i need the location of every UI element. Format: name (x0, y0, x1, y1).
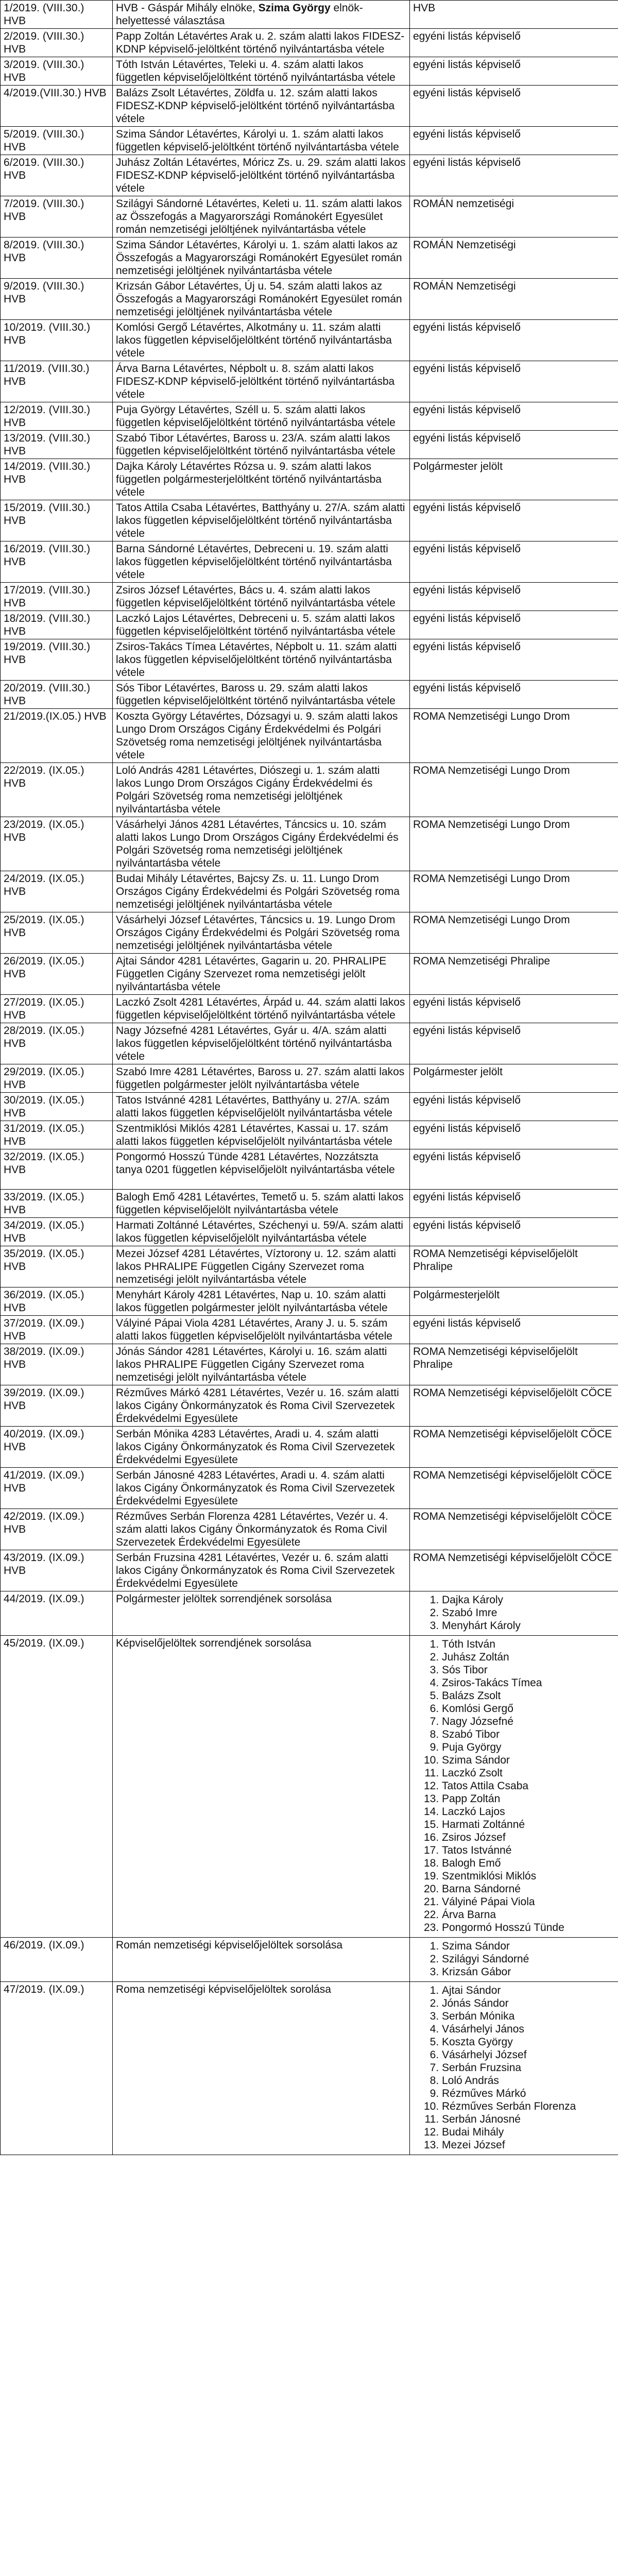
candidate-category: HVB (410, 1, 618, 29)
list-item: 1. Tóth István (442, 1638, 615, 1651)
table-row (1, 86, 618, 127)
table-row (1, 238, 618, 279)
decision-text: Rézműves Márkó 4281 Létavértes, Vezér u. 16. szám alatti lakos Cigány Önkormányzatok és Roma Civil Szervezetek Érdekvédelmi Egyesülete (113, 1385, 410, 1427)
table-row (1, 1427, 618, 1468)
decision-number: 43/2019. (IX.09.) HVB (1, 1550, 113, 1591)
table-row (1, 1938, 618, 1982)
draw-result-list (410, 1636, 618, 1938)
decision-number: 22/2019. (IX.05.) HVB (1, 763, 113, 817)
decision-text: Krizsán Gábor Létavértes, Új u. 54. szám alatti lakos az Összefogás a Magyarországi Románokért Egyesület román nemzetiségi jelöltjének nyilvántartásba vétele (113, 279, 410, 320)
table-row (1, 1121, 618, 1149)
decision-number: 17/2019. (VIII.30.) HVB (1, 583, 113, 611)
list-item: 4. Zsiros-Takács Tímea (442, 1676, 615, 1689)
list-item: 22. Árva Barna (442, 1908, 615, 1921)
candidate-category: Polgármesterjelölt (410, 1287, 618, 1316)
list-item: 18. Balogh Emő (442, 1857, 615, 1870)
candidate-category: ROMA Nemzetiségi Lungo Drom (410, 763, 618, 817)
list-item: 3. Sós Tibor (442, 1664, 615, 1676)
table-row (1, 431, 618, 459)
decision-text: Vályiné Pápai Viola 4281 Létavértes, Arany J. u. 5. szám alatti lakos független képviselőjelölt nyilvántartásba vétele (113, 1316, 410, 1344)
candidate-category: egyéni listás képviselő (410, 1121, 618, 1149)
table-row (1, 1218, 618, 1246)
list-item: 11. Serbán Jánosné (442, 2113, 615, 2126)
candidate-category: ROMA Nemzetiségi képviselőjelölt CÖCE (410, 1385, 618, 1427)
list-item: 1. Ajtai Sándor (442, 1984, 615, 1997)
list-item: 16. Zsiros József (442, 1831, 615, 1844)
list-item: 17. Tatos Istvánné (442, 1844, 615, 1857)
decision-number: 25/2019. (IX.05.) HVB (1, 912, 113, 954)
decision-number: 1/2019. (VIII.30.) HVB (1, 1, 113, 29)
list-item: 10. Szima Sándor (442, 1754, 615, 1767)
candidate-category: egyéni listás képviselő (410, 995, 618, 1023)
list-item: 20. Barna Sándorné (442, 1883, 615, 1895)
decision-number: 12/2019. (VIII.30.) HVB (1, 402, 113, 431)
decision-number: 3/2019. (VIII.30.) HVB (1, 57, 113, 86)
candidate-category: egyéni listás képviselő (410, 155, 618, 196)
list-item: 8. Loló András (442, 2074, 615, 2087)
list-item: 7. Serbán Fruzsina (442, 2061, 615, 2074)
decision-number: 10/2019. (VIII.30.) HVB (1, 320, 113, 361)
decision-number: 28/2019. (IX.05.) HVB (1, 1023, 113, 1064)
table-row (1, 995, 618, 1023)
decision-text: Szentmiklósi Miklós 4281 Létavértes, Kassai u. 17. szám alatti lakos független képviselőjelölt nyilvántartásba vétele (113, 1121, 410, 1149)
decision-number: 44/2019. (IX.09.) (1, 1591, 113, 1636)
list-item: 9. Puja György (442, 1741, 615, 1754)
decision-text: Serbán Fruzsina 4281 Létavértes, Vezér u. 6. szám alatti lakos Cigány Önkormányzatok és Roma Civil Szervezetek Érdekvédelmi Egyesülete (113, 1550, 410, 1591)
decision-text-part: HVB - Gáspár Mihály elnöke, (116, 2, 259, 14)
candidate-category: ROMA Nemzetiségi Phralipe (410, 954, 618, 995)
decision-text: Budai Mihály Létavértes, Bajcsy Zs. u. 11. Lungo Drom Országos Cigány Érdekvédelmi és Polgári Szövetség roma nemzetiségi jelöltjének nyilvántartásba vétele (113, 871, 410, 912)
decision-number: 47/2019. (IX.09.) (1, 1982, 113, 2155)
decision-number: 11/2019. (VIII.30.) HVB (1, 361, 113, 402)
decision-number: 30/2019. (IX.05.) HVB (1, 1093, 113, 1121)
decision-text: Balázs Zsolt Létavértes, Zöldfa u. 12. szám alatti lakos FIDESZ-KDNP képviselő-jelöltként történő nyilvántartásba vétele (113, 86, 410, 127)
decision-number: 31/2019. (IX.05.) HVB (1, 1121, 113, 1149)
decision-text: Tatos Istvánné 4281 Létavértes, Batthyány u. 27/A. szám alatti lakos független képviselőjelölt nyilvántartásba vétele (113, 1093, 410, 1121)
decision-text: Komlósi Gergő Létavértes, Alkotmány u. 11. szám alatti lakos független képviselőjelöltként történő nyilvántartásba vétele (113, 320, 410, 361)
decision-number: 38/2019. (IX.09.) HVB (1, 1344, 113, 1385)
table-row (1, 402, 618, 431)
draw-result-list (410, 1938, 618, 1982)
candidate-category: egyéni listás képviselő (410, 500, 618, 541)
decision-number: 23/2019. (IX.05.) HVB (1, 817, 113, 871)
decision-number: 40/2019. (IX.09.) HVB (1, 1427, 113, 1468)
candidate-category: egyéni listás képviselő (410, 1149, 618, 1190)
decision-text: Vásárhelyi János 4281 Létavértes, Táncsics u. 10. szám alatti lakos Lungo Drom Országos Cigány Érdekvédelmi és Polgári Szövetség roma nemzetiségi jelöltjének nyilvántartásba vétele (113, 817, 410, 871)
decision-number: 2/2019. (VIII.30.) HVB (1, 29, 113, 57)
list-item: 3. Serbán Mónika (442, 2010, 615, 2023)
decision-number: 6/2019. (VIII.30.) HVB (1, 155, 113, 196)
table-row (1, 1023, 618, 1064)
list-item: 2. Jónás Sándor (442, 1997, 615, 2010)
decision-text: Jónás Sándor 4281 Létavértes, Károlyi u. 16. szám alatti lakos PHRALIPE Független Cigány Szervezet roma nemzetiségi jelölt nyilvántartásba vétele (113, 1344, 410, 1385)
decision-text: Szima Sándor Létavértes, Károlyi u. 1. szám alatti lakos az Összefogás a Magyarországi Románokért Egyesület román nemzetiségi jelöltjének nyilvántartásba vétele (113, 238, 410, 279)
decision-text: Dajka Károly Létavértes Rózsa u. 9. szám alatti lakos független polgármesterjelöltként történő nyilvántartásba vétele (113, 459, 410, 500)
decision-number: 27/2019. (IX.05.) HVB (1, 995, 113, 1023)
list-item: 10. Rézműves Serbán Florenza (442, 2100, 615, 2113)
decision-text: Tatos Attila Csaba Létavértes, Batthyány u. 27/A. szám alatti lakos független képviselőjelöltként történő nyilvántartásba vétele (113, 500, 410, 541)
decision-text: Rézműves Serbán Florenza 4281 Létavértes, Vezér u. 4. szám alatti lakos Cigány Önkormányzatok és Roma Civil Szervezetek Érdekvédelmi Egyesülete (113, 1509, 410, 1550)
table-row (1, 1093, 618, 1121)
decision-number: 15/2019. (VIII.30.) HVB (1, 500, 113, 541)
table-row (1, 320, 618, 361)
candidate-category: egyéni listás képviselő (410, 1218, 618, 1246)
table-row (1, 1385, 618, 1427)
candidate-category: ROMA Nemzetiségi Lungo Drom (410, 912, 618, 954)
decision-number: 36/2019. (IX.05.) HVB (1, 1287, 113, 1316)
decision-number: 42/2019. (IX.09.) HVB (1, 1509, 113, 1550)
list-item: 12. Budai Mihály (442, 2126, 615, 2139)
table-row (1, 155, 618, 196)
list-item: 12. Tatos Attila Csaba (442, 1780, 615, 1792)
list-item: 2. Szabó Imre (442, 1606, 615, 1619)
list-item: 19. Szentmiklósi Miklós (442, 1870, 615, 1883)
table-row (1, 196, 618, 238)
table-row (1, 1344, 618, 1385)
list-item: 3. Menyhárt Károly (442, 1619, 615, 1632)
table-row (1, 127, 618, 155)
list-item: 1. Szima Sándor (442, 1940, 615, 1953)
list-item: 3. Krizsán Gábor (442, 1965, 615, 1978)
candidate-category: ROMA Nemzetiségi képviselőjelölt Phralipe (410, 1344, 618, 1385)
list-item: 1. Dajka Károly (442, 1594, 615, 1606)
decision-text: Puja György Létavértes, Széll u. 5. szám alatti lakos független képviselőjelöltként történő nyilvántartásba vétele (113, 402, 410, 431)
table-row (1, 361, 618, 402)
decision-text: Laczkó Zsolt 4281 Létavértes, Árpád u. 44. szám alatti lakos független képviselőjelöltként történő nyilvántartásba vétele (113, 995, 410, 1023)
decision-number: 19/2019. (VIII.30.) HVB (1, 639, 113, 681)
decision-text: Harmati Zoltánné Létavértes, Széchenyi u. 59/A. szám alatti lakos független képviselőjelölt nyilvántartásba vétele (113, 1218, 410, 1246)
decision-text: Loló András 4281 Létavértes, Diószegi u. 1. szám alatti lakos Lungo Drom Országos Cigány Érdekvédelmi és Polgári Szövetség roma nemzetiségi jelöltjének nyilvántartásba vétele (113, 763, 410, 817)
list-item: 15. Harmati Zoltánné (442, 1818, 615, 1831)
candidate-category: egyéni listás képviselő (410, 1023, 618, 1064)
candidate-category: ROMÁN nemzetiségi (410, 196, 618, 238)
decision-number: 16/2019. (VIII.30.) HVB (1, 541, 113, 583)
ordered-list (413, 1984, 615, 2151)
decision-text: Tóth István Létavértes, Teleki u. 4. szám alatti lakos független képviselőjelöltként történő nyilvántartásba vétele (113, 57, 410, 86)
table-row (1, 1287, 618, 1316)
table-row (1, 954, 618, 995)
candidate-category: ROMA Nemzetiségi képviselőjelölt Phralipe (410, 1246, 618, 1287)
decision-text: Papp Zoltán Létavértes Arak u. 2. szám alatti lakos FIDESZ-KDNP képviselő-jelöltként történő nyilvántartásba vétele (113, 29, 410, 57)
decision-text: Szabó Imre 4281 Létavértes, Baross u. 27. szám alatti lakos független polgármester jelölt nyilvántartásba vétele (113, 1064, 410, 1093)
decision-number: 29/2019. (IX.05.) HVB (1, 1064, 113, 1093)
decision-text-part: elnök-helyettessé választása (116, 2, 363, 27)
table-row (1, 583, 618, 611)
list-item: 13. Papp Zoltán (442, 1792, 615, 1805)
candidate-category: ROMÁN Nemzetiségi (410, 279, 618, 320)
table-row (1, 541, 618, 583)
table-row (1, 1316, 618, 1344)
list-item: 14. Laczkó Lajos (442, 1805, 615, 1818)
decision-text: Serbán Mónika 4283 Létavértes, Aradi u. 4. szám alatti lakos Cigány Önkormányzatok és Roma Civil Szervezetek Érdekvédelmi Egyesülete (113, 1427, 410, 1468)
candidate-category: Polgármester jelölt (410, 459, 618, 500)
decision-text: Balogh Emő 4281 Létavértes, Temető u. 5. szám alatti lakos független képviselőjelölt nyilvántartásba vétele (113, 1190, 410, 1218)
candidate-category: ROMA Nemzetiségi Lungo Drom (410, 709, 618, 763)
decision-number: 9/2019. (VIII.30.) HVB (1, 279, 113, 320)
list-item: 21. Vályiné Pápai Viola (442, 1895, 615, 1908)
list-item: 5. Balázs Zsolt (442, 1689, 615, 1702)
table-row (1, 1, 618, 29)
decision-number: 35/2019. (IX.05.) HVB (1, 1246, 113, 1287)
decision-text: Pongormó Hosszú Tünde 4281 Létavértes, Nozzátszta tanya 0201 független képviselőjelölt nyilvántartásba vétele (113, 1149, 410, 1190)
decision-text: Laczkó Lajos Létavértes, Debreceni u. 5. szám alatti lakos független képviselőjelöltként történő nyilvántartásba vétele (113, 611, 410, 639)
decision-text: Szabó Tibor Létavértes, Baross u. 23/A. szám alatti lakos független képviselőjelöltként történő nyilvántartásba vétele (113, 431, 410, 459)
decision-text: Polgármester jelöltek sorrendjének sorsolása (113, 1591, 410, 1636)
decision-text: Koszta György Létavértes, Dózsagyi u. 9. szám alatti lakos Lungo Drom Országos Cigány Érdekvédelmi és Polgári Szövetség roma nemzetiségi jelöltjének nyilvántartásba vétele (113, 709, 410, 763)
candidate-category: egyéni listás képviselő (410, 57, 618, 86)
candidate-category: egyéni listás képviselő (410, 320, 618, 361)
ordered-list (413, 1594, 615, 1632)
decision-text: Barna Sándorné Létavértes, Debreceni u. 19. szám alatti lakos független képviselőjelöltként történő nyilvántartásba vétele (113, 541, 410, 583)
table-row (1, 763, 618, 817)
table-row (1, 639, 618, 681)
candidate-category: Polgármester jelölt (410, 1064, 618, 1093)
decision-text: Nagy Józsefné 4281 Létavértes, Gyár u. 4/A. szám alatti lakos független képviselőjelöltként történő nyilvántartásba vétele (113, 1023, 410, 1064)
candidate-category: ROMA Nemzetiségi képviselőjelölt CÖCE (410, 1550, 618, 1591)
candidate-category: egyéni listás képviselő (410, 1316, 618, 1344)
candidate-category: ROMA Nemzetiségi képviselőjelölt CÖCE (410, 1468, 618, 1509)
decision-number: 20/2019. (VIII.30.) HVB (1, 681, 113, 709)
table-row (1, 1509, 618, 1550)
decision-number: 45/2019. (IX.09.) (1, 1636, 113, 1938)
decision-text: Szima Sándor Létavértes, Károlyi u. 1. szám alatti lakos független képviselő-jelöltként történő nyilvántartásba vétele (113, 127, 410, 155)
ordered-list (413, 1940, 615, 1978)
decision-number: 32/2019. (IX.05.) HVB (1, 1149, 113, 1190)
candidate-category: egyéni listás képviselő (410, 29, 618, 57)
list-item: 2. Juhász Zoltán (442, 1651, 615, 1664)
ordered-list (413, 1638, 615, 1934)
table-row (1, 1149, 618, 1190)
decision-text: Vásárhelyi József Létavértes, Táncsics u. 19. Lungo Drom Országos Cigány Érdekvédelmi és Polgári Szövetség roma nemzetiségi jelöltjének nyilvántartásba vétele (113, 912, 410, 954)
decision-number: 26/2019. (IX.05.) HVB (1, 954, 113, 995)
list-item: 2. Szilágyi Sándorné (442, 1953, 615, 1965)
decision-text: Árva Barna Létavértes, Népbolt u. 8. szám alatti lakos FIDESZ-KDNP képviselő-jelöltként történő nyilvántartásba vétele (113, 361, 410, 402)
draw-result-list (410, 1982, 618, 2155)
candidate-category: egyéni listás képviselő (410, 431, 618, 459)
list-item: 7. Nagy Józsefné (442, 1715, 615, 1728)
candidate-category: egyéni listás képviselő (410, 541, 618, 583)
decision-number: 7/2019. (VIII.30.) HVB (1, 196, 113, 238)
table-row (1, 1591, 618, 1636)
table-row (1, 1636, 618, 1938)
list-item: 23. Pongormó Hosszú Tünde (442, 1921, 615, 1934)
decision-number: 4/2019.(VIII.30.) HVB (1, 86, 113, 127)
decision-number: 39/2019. (IX.09.) HVB (1, 1385, 113, 1427)
decision-number: 8/2019. (VIII.30.) HVB (1, 238, 113, 279)
table-row (1, 279, 618, 320)
decision-text: Juhász Zoltán Létavértes, Móricz Zs. u. 29. szám alatti lakos FIDESZ-KDNP képviselő-jelöltként történő nyilvántartásba vétele (113, 155, 410, 196)
candidate-category: egyéni listás képviselő (410, 361, 618, 402)
decision-number: 41/2019. (IX.09.) HVB (1, 1468, 113, 1509)
table-row (1, 57, 618, 86)
decision-number: 5/2019. (VIII.30.) HVB (1, 127, 113, 155)
candidate-category: egyéni listás képviselő (410, 402, 618, 431)
decision-text: Zsiros-Takács Tímea Létavértes, Népbolt u. 11. szám alatti lakos független képviselőjelöltként történő nyilvántartásba vétele (113, 639, 410, 681)
table-row (1, 1190, 618, 1218)
candidate-category: ROMA Nemzetiségi képviselőjelölt CÖCE (410, 1509, 618, 1550)
decision-number: 13/2019. (VIII.30.) HVB (1, 431, 113, 459)
candidate-category: ROMA Nemzetiségi képviselőjelölt CÖCE (410, 1427, 618, 1468)
decision-text: Képviselőjelöltek sorrendjének sorsolása (113, 1636, 410, 1938)
table-row (1, 611, 618, 639)
candidate-category: egyéni listás képviselő (410, 583, 618, 611)
decision-text: Zsiros József Létavértes, Bács u. 4. szám alatti lakos független képviselőjelöltként történő nyilvántartásba vétele (113, 583, 410, 611)
decision-number: 21/2019.(IX.05.) HVB (1, 709, 113, 763)
decision-text: Serbán Jánosné 4283 Létavértes, Aradi u. 4. szám alatti lakos Cigány Önkormányzatok és Roma Civil Szervezetek Érdekvédelmi Egyesülete (113, 1468, 410, 1509)
list-item: 11. Laczkó Zsolt (442, 1767, 615, 1780)
table-row (1, 1982, 618, 2155)
decision-text: Menyhárt Károly 4281 Létavértes, Nap u. 10. szám alatti lakos független polgármester jelölt nyilvántartásba vétele (113, 1287, 410, 1316)
decision-number: 34/2019. (IX.05.) HVB (1, 1218, 113, 1246)
decision-number: 24/2019. (IX.05.) HVB (1, 871, 113, 912)
table-row (1, 709, 618, 763)
draw-result-list (410, 1591, 618, 1636)
table-row (1, 912, 618, 954)
table-row (1, 1064, 618, 1093)
candidate-category: egyéni listás képviselő (410, 681, 618, 709)
table-row (1, 871, 618, 912)
table-row (1, 459, 618, 500)
list-item: 13. Mezei József (442, 2139, 615, 2151)
list-item: 6. Vásárhelyi József (442, 2048, 615, 2061)
candidate-category: egyéni listás képviselő (410, 1093, 618, 1121)
decision-number: 33/2019. (IX.05.) HVB (1, 1190, 113, 1218)
table-row (1, 29, 618, 57)
candidate-category: egyéni listás képviselő (410, 86, 618, 127)
decision-text: Román nemzetiségi képviselőjelöltek sorsolása (113, 1938, 410, 1982)
decision-text-bold: Szima György (258, 2, 331, 14)
table-row (1, 500, 618, 541)
decision-text: Mezei József 4281 Létavértes, Víztorony u. 12. szám alatti lakos PHRALIPE Független Cigány Szervezet roma nemzetiségi jelölt nyilvántartásba vétele (113, 1246, 410, 1287)
table-row (1, 681, 618, 709)
decision-number: 14/2019. (VIII.30.) HVB (1, 459, 113, 500)
decision-text: Sós Tibor Létavértes, Baross u. 29. szám alatti lakos független képviselőjelöltként történő nyilvántartásba vétele (113, 681, 410, 709)
candidate-category: egyéni listás képviselő (410, 611, 618, 639)
table-row (1, 1550, 618, 1591)
candidate-category: egyéni listás képviselő (410, 127, 618, 155)
candidate-category: ROMA Nemzetiségi Lungo Drom (410, 871, 618, 912)
list-item: 8. Szabó Tibor (442, 1728, 615, 1741)
candidate-category: egyéni listás képviselő (410, 1190, 618, 1218)
list-item: 6. Komlósi Gergő (442, 1702, 615, 1715)
list-item: 9. Rézműves Márkó (442, 2087, 615, 2100)
decision-number: 18/2019. (VIII.30.) HVB (1, 611, 113, 639)
decision-number: 46/2019. (IX.09.) (1, 1938, 113, 1982)
table-row (1, 1246, 618, 1287)
candidate-category: ROMA Nemzetiségi Lungo Drom (410, 817, 618, 871)
table-row (1, 1468, 618, 1509)
decision-text: Ajtai Sándor 4281 Létavértes, Gagarin u. 20. PHRALIPE Független Cigány Szervezet roma nemzetiségi jelölt nyilvántartásba vétele (113, 954, 410, 995)
list-item: 5. Koszta György (442, 2036, 615, 2048)
decision-number: 37/2019. (IX.09.) HVB (1, 1316, 113, 1344)
decision-text: Szilágyi Sándorné Létavértes, Keleti u. 11. szám alatti lakos az Összefogás a Magyarországi Románokért Egyesület román nemzetiségi jelöltjének nyilvántartásba vétele (113, 196, 410, 238)
candidate-category: egyéni listás képviselő (410, 639, 618, 681)
decision-text (113, 1, 410, 29)
decision-text: Roma nemzetiségi képviselőjelöltek sorolása (113, 1982, 410, 2155)
list-item: 4. Vásárhelyi János (442, 2023, 615, 2036)
table-row (1, 817, 618, 871)
candidate-category: ROMÁN Nemzetiségi (410, 238, 618, 279)
